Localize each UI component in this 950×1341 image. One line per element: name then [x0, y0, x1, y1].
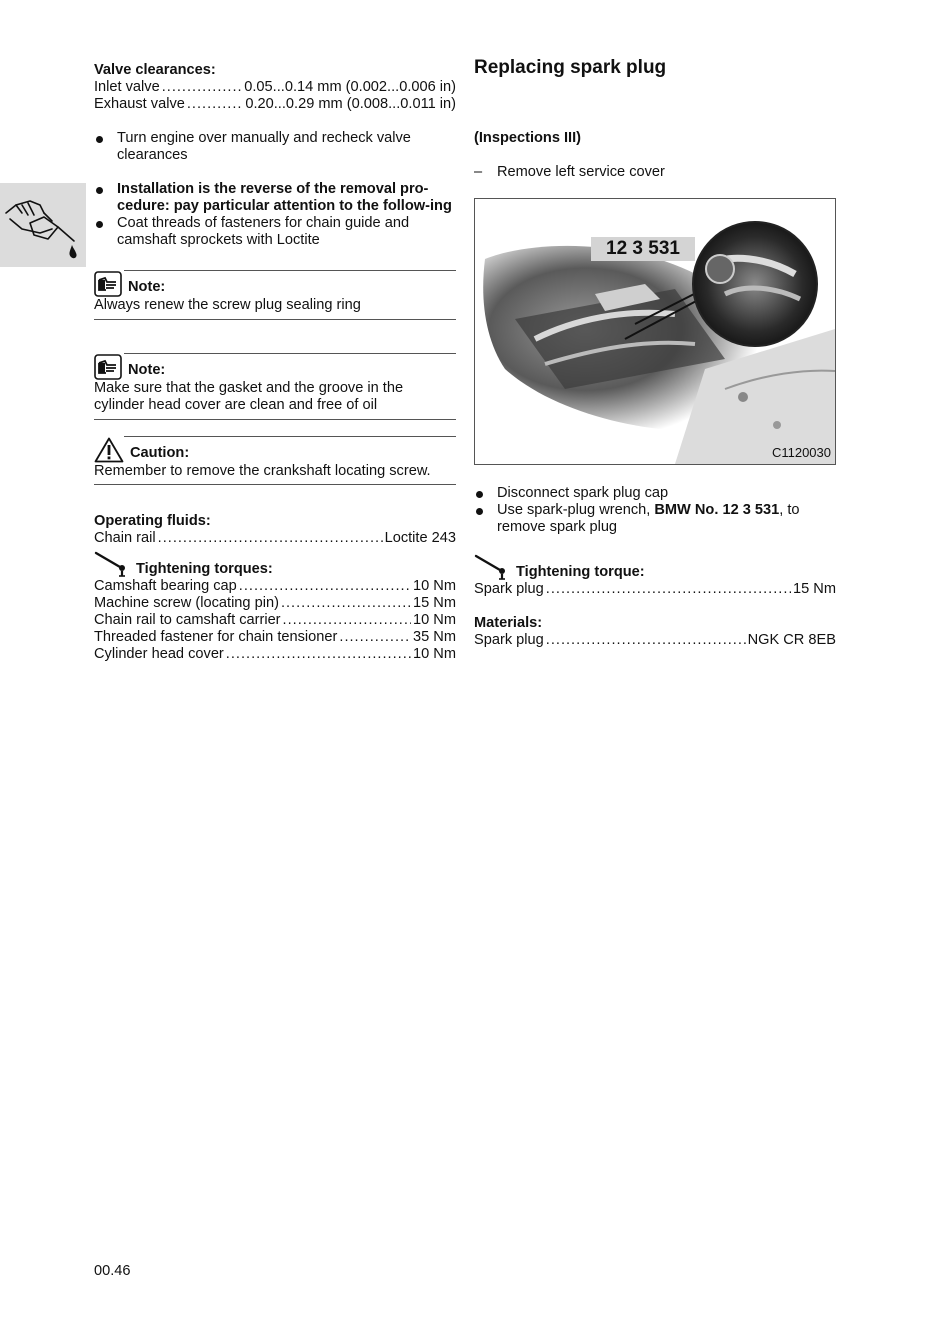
- operating-fluids-block: [94, 513, 456, 547]
- note-box: [94, 271, 456, 314]
- tightening-torque-block: [474, 554, 836, 598]
- list-item: [474, 502, 836, 536]
- spec-label: Spark plug: [474, 581, 544, 597]
- figure-code: C1120030: [771, 445, 831, 460]
- torque-wrench-icon: [474, 554, 512, 580]
- note-title: Note:: [128, 362, 166, 378]
- spec-row: [94, 578, 456, 595]
- spec-value: 0.20...0.29 mm (0.008...0.011 in): [245, 96, 456, 112]
- spec-value: 0.05...0.14 mm (0.002...0.006 in): [244, 79, 456, 95]
- section-title: Replacing spark plug: [474, 57, 667, 78]
- spec-label: Threaded fastener for chain tensioner: [94, 629, 338, 645]
- list-item-text: [497, 502, 800, 535]
- bullet-dot: [96, 136, 103, 143]
- warning-triangle-icon: [94, 437, 124, 463]
- list-item: [94, 181, 456, 215]
- bullet-dot: [476, 491, 483, 498]
- dot-leader: [226, 646, 411, 663]
- dot-leader: [239, 578, 411, 595]
- bullet-dot: [96, 221, 103, 228]
- spec-label: Machine screw (locating pin): [94, 595, 279, 611]
- note-hand-icon: [94, 354, 122, 380]
- spec-row: [94, 646, 456, 663]
- right-column: [474, 56, 836, 181]
- spec-label: Inlet valve: [94, 79, 160, 95]
- text-fragment: Use spark-plug wrench,: [497, 502, 655, 518]
- list-item: [474, 485, 836, 502]
- spec-label: Chain rail to camshaft carrier: [94, 612, 281, 628]
- tool-number-callout: 12 3 531: [591, 237, 695, 261]
- bullet-dot: [96, 187, 103, 194]
- spec-value: 15 Nm: [413, 595, 456, 611]
- dot-leader: [546, 581, 791, 598]
- list-item-text: Turn engine over manually and recheck valve clearances: [117, 130, 411, 163]
- list-item: [94, 130, 456, 164]
- dot-leader: [162, 79, 243, 96]
- spec-row: [474, 632, 836, 649]
- list-item-text: Coat threads of fasteners for chain guide and camshaft sprockets with Loctite: [117, 215, 410, 248]
- spec-value: 10 Nm: [413, 646, 456, 662]
- valve-clearances-heading: Valve clearances:: [94, 62, 216, 78]
- bullet-dot: [476, 508, 483, 515]
- spec-row: [94, 530, 456, 547]
- dot-leader: [281, 595, 411, 612]
- list-item: [94, 215, 456, 249]
- spec-value: 10 Nm: [413, 578, 456, 594]
- spec-row: [94, 96, 456, 113]
- materials-heading: Materials:: [474, 615, 543, 631]
- spec-row: [94, 79, 456, 96]
- caution-text: Remember to remove the crankshaft locating screw.: [94, 463, 431, 479]
- spec-value: NGK CR 8EB: [747, 632, 836, 648]
- dot-leader: [187, 96, 243, 113]
- inspection-label: (Inspections III): [474, 130, 582, 146]
- spec-value: 10 Nm: [413, 612, 456, 628]
- dot-leader: [339, 629, 411, 646]
- spec-label: Chain rail: [94, 530, 156, 546]
- valve-clearances-block: [94, 62, 456, 113]
- note-text: Make sure that the gasket and the groove in the cylinder head cover are clean and free of oil: [94, 380, 404, 413]
- spec-value: 35 Nm: [413, 629, 456, 645]
- caution-box: [94, 437, 456, 480]
- spec-label: Spark plug: [474, 632, 544, 648]
- dot-leader: [546, 632, 746, 649]
- torque-wrench-icon: [94, 551, 132, 577]
- spec-value: 15 Nm: [793, 581, 836, 597]
- spec-row: [94, 612, 456, 629]
- spec-label: Exhaust valve: [94, 96, 185, 112]
- right-lower: [474, 485, 836, 649]
- list-item: [474, 164, 836, 181]
- dot-leader: [283, 612, 411, 629]
- tightening-torques-block: [94, 551, 456, 663]
- spec-label: Cylinder head cover: [94, 646, 224, 662]
- note-box: [94, 354, 456, 414]
- note-title: Note:: [128, 279, 166, 295]
- text-fragment: , to remove spark plug: [497, 502, 800, 535]
- dash-marker: –: [474, 164, 483, 180]
- spec-value: Loctite 243: [384, 530, 456, 546]
- list-item-text: Remove left service cover: [497, 164, 665, 180]
- dot-leader: [158, 530, 383, 547]
- section-tab: [0, 183, 86, 267]
- spec-row: [94, 595, 456, 612]
- caution-title: Caution:: [130, 445, 190, 461]
- note-text: Always renew the screw plug sealing ring: [94, 297, 361, 313]
- spark-plug-figure: [474, 198, 836, 465]
- tool-number: BMW No. 12 3 531: [654, 502, 780, 518]
- list-item-text: Disconnect spark plug cap: [497, 485, 669, 501]
- hand-oil-can-icon: [0, 183, 86, 267]
- spec-row: [474, 581, 836, 598]
- spec-label: Camshaft bearing cap: [94, 578, 237, 594]
- left-column: [94, 62, 456, 663]
- tightening-torques-heading: Tightening torques:: [136, 561, 273, 577]
- spec-row: [94, 629, 456, 646]
- page-number: 00.46: [94, 1263, 131, 1279]
- operating-fluids-heading: Operating fluids:: [94, 513, 211, 529]
- tightening-torque-heading: Tightening torque:: [516, 564, 645, 580]
- list-item-text: Installation is the reverse of the removal pro-cedure: pay particular attention to the follow-ing: [117, 181, 452, 214]
- materials-block: [474, 615, 836, 649]
- note-hand-icon: [94, 271, 122, 297]
